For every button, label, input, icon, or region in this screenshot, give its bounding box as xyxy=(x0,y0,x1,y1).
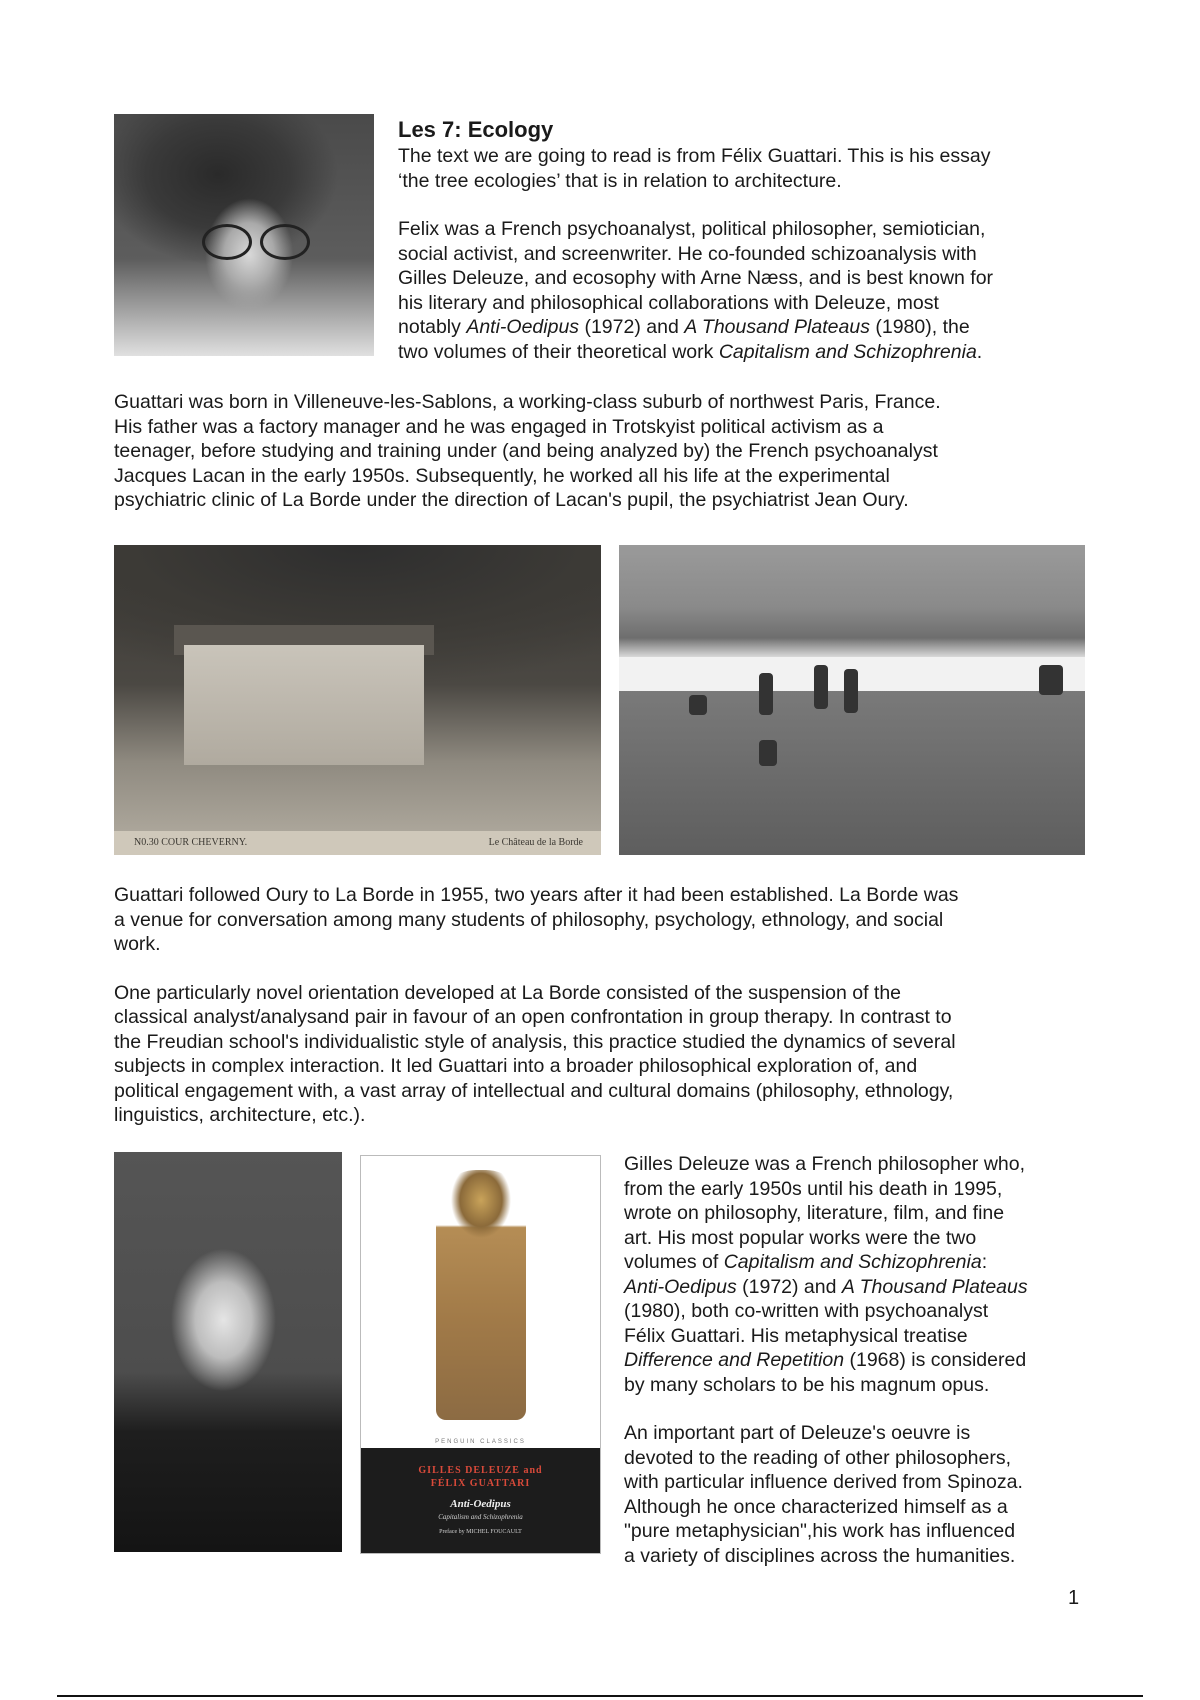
bottom-divider xyxy=(57,1695,1143,1697)
deleuze-line: art. His most popular works were the two xyxy=(624,1226,977,1249)
intro-line: social activist, and screenwriter. He co-founded schizoanalysis with xyxy=(398,242,977,265)
bio-line: His father was a factory manager and he was engaged in Trotskyist political activism as a xyxy=(114,415,884,438)
bio-line: psychiatric clinic of La Borde under the direction of Lacan's pupil, the psychiatrist Jean Oury. xyxy=(114,489,909,511)
book-title-ref: Capitalism and Schizophrenia xyxy=(723,1251,982,1273)
deleuze-line: from the early 1950s until his death in 1995, xyxy=(624,1177,1003,1200)
deleuze-line: An important part of Deleuze's oeuvre is xyxy=(624,1422,971,1444)
chateau-postcard-caption xyxy=(114,831,601,855)
caption-right: Le Château de la Borde xyxy=(488,837,583,848)
glasses-shape xyxy=(202,224,252,260)
la-borde-line: Guattari followed Oury to La Borde in 1955, two years after it had been established. La Borde was xyxy=(114,884,959,906)
deleuze-line: Gilles Deleuze was a French philosopher who, xyxy=(624,1153,1026,1175)
bio-paragraph xyxy=(114,390,1114,513)
deleuze-line xyxy=(624,1250,1094,1275)
page-number: 1 xyxy=(1068,1587,1080,1609)
deleuze-line: (1980), both co-written with psychoanalyst xyxy=(624,1300,989,1322)
bio-line: Guattari was born in Villeneuve-les-Sablons, a working-class suburb of northwest Paris, France. xyxy=(114,391,941,413)
deleuze-line: devoted to the reading of other philosophers, xyxy=(624,1446,1012,1469)
la-borde-line: subjects in complex interaction. It led Guattari into a broader philosophical exploration of, and xyxy=(114,1055,918,1077)
person-figure xyxy=(814,665,828,709)
la-borde-line: the Freudian school's individualistic style of analysis, this practice studied the dynamics of several xyxy=(114,1030,956,1053)
caption-left: N0.30 COUR CHEVERNY. xyxy=(134,837,248,848)
book-series-label: PENGUIN CLASSICS xyxy=(435,1439,526,1445)
book-title-ref: Difference and Repetition xyxy=(624,1349,845,1371)
book-authors-line: GILLES DELEUZE and xyxy=(418,1465,543,1476)
person-figure xyxy=(689,695,707,715)
text-run: (1972) and xyxy=(579,316,685,338)
intro-line: his literary and philosophical collaborations with Deleuze, most xyxy=(398,291,939,314)
text-run: (1972) and xyxy=(736,1275,842,1298)
person-figure xyxy=(1039,665,1063,695)
intro-line xyxy=(398,340,1098,365)
person-figure xyxy=(759,740,777,766)
bio-line: teenager, before studying and training under (and being analyzed by) the French psychoanalyst xyxy=(114,440,938,462)
chateau-la-borde-image xyxy=(114,545,601,855)
deleuze-line xyxy=(624,1348,1094,1373)
intro-block xyxy=(398,116,1098,364)
deleuze-line: a variety of disciplines across the humanities. xyxy=(624,1544,1016,1567)
book-cover-preface: Preface by MICHEL FOUCAULT xyxy=(439,1529,522,1535)
text-run: (1968) is considered xyxy=(844,1349,1027,1371)
text-run: (1980), the xyxy=(869,316,970,338)
guattari-portrait-image xyxy=(114,114,374,356)
deleuze-line: "pure metaphysician",his work has influenced xyxy=(624,1520,1016,1542)
text-run: notably xyxy=(398,316,467,338)
anti-oedipus-book-cover xyxy=(360,1155,601,1554)
book-title-ref: Anti-Oedipus xyxy=(624,1275,737,1298)
la-borde-courtyard-image xyxy=(619,545,1085,855)
la-borde-line: political engagement with, a vast array of intellectual and cultural domains (philosophy, ethnology, xyxy=(114,1079,954,1102)
deleuze-line: Although he once characterized himself as a xyxy=(624,1495,1008,1518)
text-run: volumes of xyxy=(624,1251,724,1273)
book-cover-band xyxy=(361,1448,600,1553)
intro-line: Felix was a French psychoanalyst, political philosopher, semiotician, xyxy=(398,218,986,240)
la-borde-line: linguistics, architecture, etc.). xyxy=(114,1104,366,1126)
intro-line: Gilles Deleuze, and ecosophy with Arne Næss, and is best known for xyxy=(398,267,994,289)
la-borde-section xyxy=(114,883,1114,1128)
book-cover-title: Anti-Oedipus xyxy=(450,1498,511,1510)
bio-line: Jacques Lacan in the early 1950s. Subsequently, he worked all his life at the experimental xyxy=(114,464,890,487)
la-borde-line: work. xyxy=(114,933,161,955)
deleuze-line xyxy=(624,1275,1094,1300)
la-borde-line: classical analyst/analysand pair in favour of an open confrontation in group therapy. In contrast to xyxy=(114,1006,952,1028)
deleuze-portrait-image xyxy=(114,1152,342,1552)
book-title-ref: A Thousand Plateaus xyxy=(684,316,870,338)
book-authors-line: FÉLIX GUATTARI xyxy=(430,1478,531,1489)
book-title-ref: A Thousand Plateaus xyxy=(841,1275,1028,1298)
la-borde-line: One particularly novel orientation developed at La Borde consisted of the suspension of the xyxy=(114,981,902,1004)
book-title-ref: Capitalism and Schizophrenia xyxy=(718,340,977,363)
text-run: . xyxy=(976,340,983,363)
book-cover-subtitle: Capitalism and Schizophrenia xyxy=(438,1513,523,1521)
book-cover-artwork xyxy=(436,1170,526,1420)
deleuze-line: with particular influence derived from Spinoza. xyxy=(624,1471,1023,1493)
text-run: : xyxy=(981,1251,988,1273)
text-run: two volumes of their theoretical work xyxy=(398,340,719,363)
deleuze-line: wrote on philosophy, literature, film, and fine xyxy=(624,1202,1005,1224)
person-figure xyxy=(759,673,773,715)
intro-line: The text we are going to read is from Félix Guattari. This is his essay xyxy=(398,145,991,167)
deleuze-line: by many scholars to be his magnum opus. xyxy=(624,1373,990,1396)
person-figure xyxy=(844,669,858,713)
intro-line xyxy=(398,315,1098,340)
deleuze-section xyxy=(624,1152,1094,1568)
glasses-shape xyxy=(260,224,310,260)
deleuze-line: Félix Guattari. His metaphysical treatise xyxy=(624,1324,968,1347)
book-title-ref: Anti-Oedipus xyxy=(466,316,580,338)
intro-line: ‘the tree ecologies’ that is in relation to architecture. xyxy=(398,169,842,192)
chateau-building-shape xyxy=(184,645,424,765)
la-borde-line: a venue for conversation among many students of philosophy, psychology, ethnology, and social xyxy=(114,908,944,931)
page-title: Les 7: Ecology xyxy=(398,117,554,142)
